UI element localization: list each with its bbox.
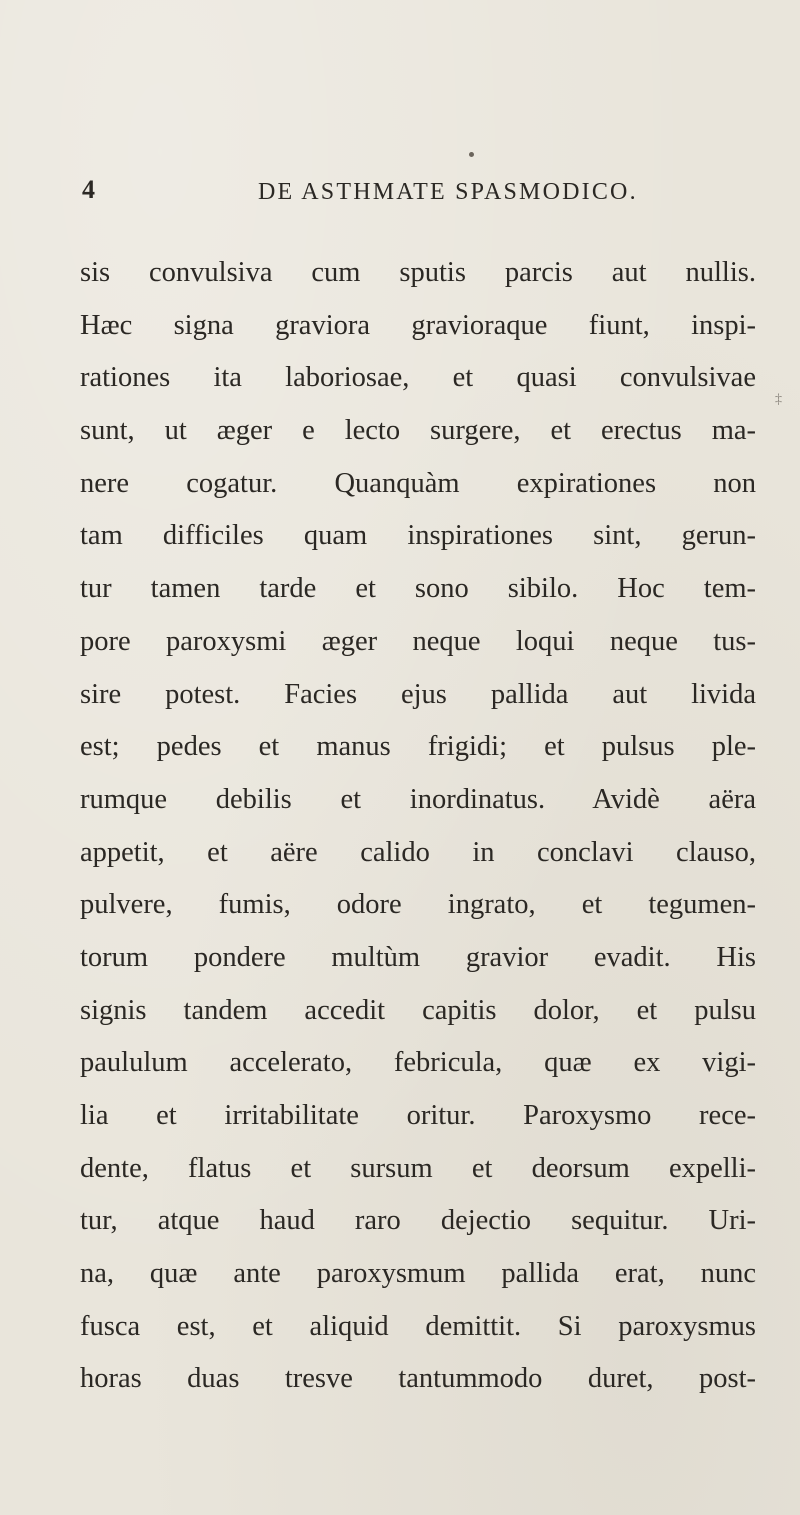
- text-line: tur, atque haud raro dejectio sequitur. Uri-: [80, 1205, 756, 1237]
- text-line: paululum accelerato, febricula, quæ ex vigi-: [80, 1047, 756, 1079]
- text-line: signis tandem accedit capitis dolor, et pulsu: [80, 994, 756, 1026]
- page-number: 4: [82, 175, 95, 204]
- text-line: fusca est, et aliquid demittit. Si paroxysmus: [80, 1310, 756, 1342]
- text-line: dente, flatus et sursum et deorsum expelli-: [80, 1152, 756, 1184]
- text-line: pulvere, fumis, odore ingrato, et tegumen-: [80, 889, 756, 921]
- ink-speck: [469, 152, 474, 157]
- text-line: horas duas tresve tantummodo duret, post-: [80, 1363, 756, 1395]
- page-header: [82, 175, 742, 215]
- text-line: appetit, et aëre calido in conclavi clauso,: [80, 836, 756, 868]
- text-line: Hæc signa graviora gravioraque fiunt, inspi-: [80, 309, 756, 341]
- margin-mark: ‡: [775, 392, 782, 407]
- text-line: rumque debilis et inordinatus. Avidè aëra: [80, 783, 756, 815]
- text-line: tam difficiles quam inspirationes sint, gerun-: [80, 520, 756, 552]
- text-line: sunt, ut æger e lecto surgere, et erectus ma-: [80, 415, 756, 447]
- running-head: DE ASTHMATE SPASMODICO.: [258, 179, 638, 205]
- text-line: tur tamen tarde et sono sibilo. Hoc tem-: [80, 573, 756, 605]
- text-line: pore paroxysmi æger neque loqui neque tus-: [80, 625, 756, 657]
- text-line: rationes ita laboriosae, et quasi convulsivae: [80, 362, 756, 394]
- text-line: torum pondere multùm gravior evadit. His: [80, 941, 756, 973]
- text-line: sis convulsiva cum sputis parcis aut nullis.: [80, 257, 756, 288]
- text-line: nere cogatur. Quanquàm expirationes non: [80, 467, 756, 499]
- text-line: est; pedes et manus frigidi; et pulsus ple-: [80, 731, 756, 763]
- text-line: na, quæ ante paroxysmum pallida erat, nunc: [80, 1258, 756, 1290]
- text-line: lia et irritabilitate oritur. Paroxysmo rece-: [80, 1100, 756, 1131]
- text-line: sire potest. Facies ejus pallida aut livida: [80, 678, 756, 710]
- body-text: [80, 247, 756, 1406]
